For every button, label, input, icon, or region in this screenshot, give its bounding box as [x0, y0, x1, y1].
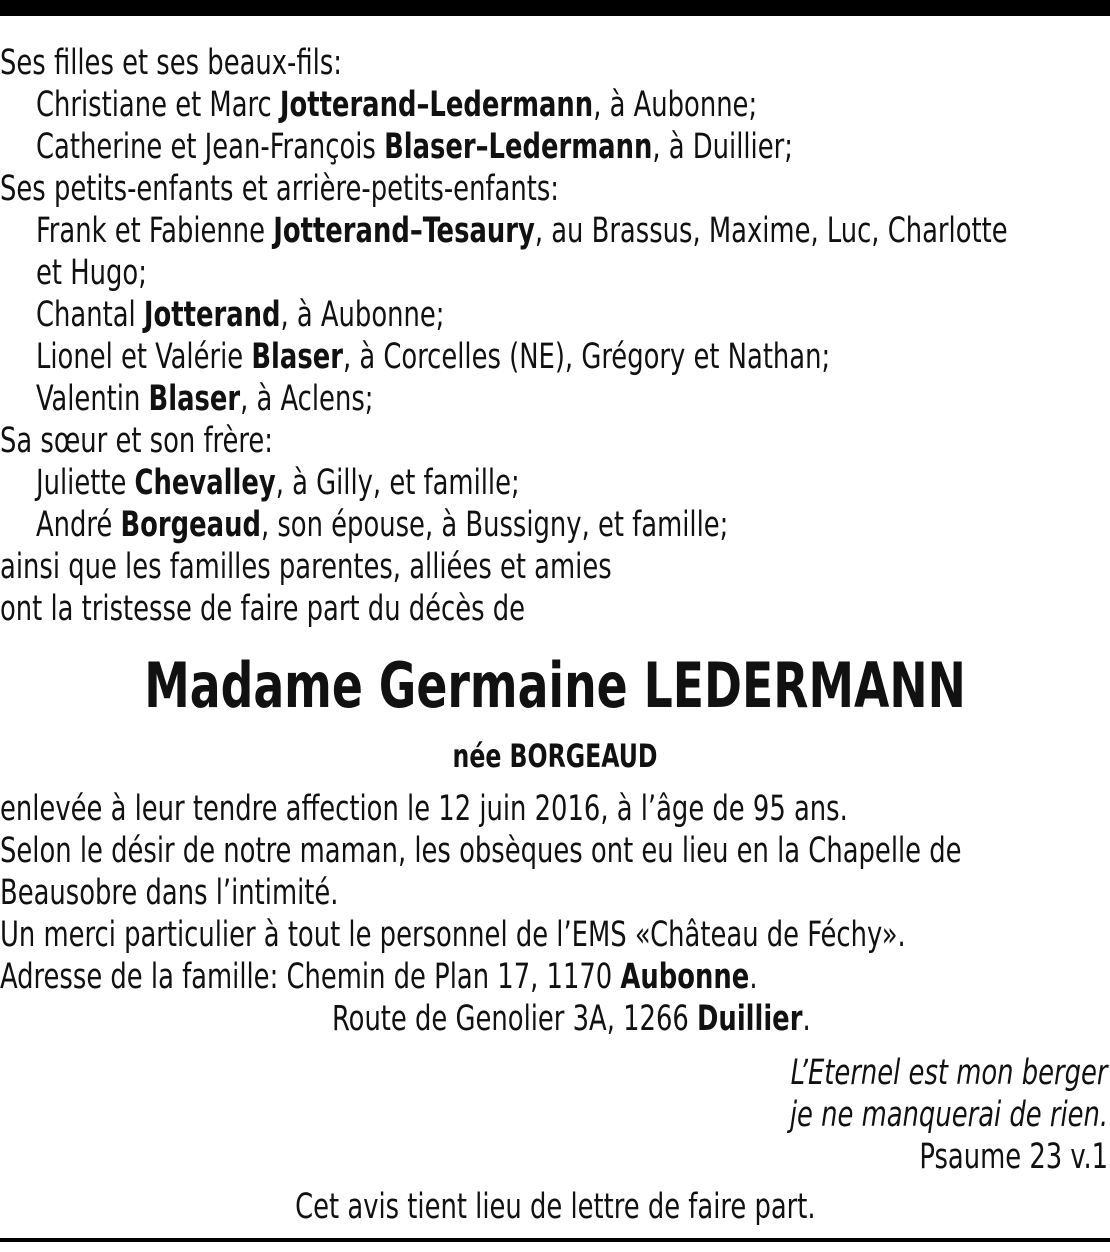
family-line-daughter2: Catherine et Jean-François Blaser–Ledermann, à Duillier;: [36, 127, 793, 167]
family-line-daughter1: Christiane et Marc Jotterand–Ledermann, à Aubonne;: [36, 85, 758, 125]
top-rule: [0, 0, 1110, 16]
verse-line-2: je ne manquerai de rien.: [789, 1095, 1108, 1135]
daughters-heading: Ses filles et ses beaux-fils:: [0, 43, 342, 83]
deceased-name: Madame Germaine LEDERMANN: [144, 649, 966, 722]
closing-line-1: ainsi que les familles parentes, alliées et amies: [0, 547, 612, 587]
body-line-1: enlevée à leur tendre affection le 12 juin 2016, à l’âge de 95 ans.: [0, 789, 848, 829]
address-line-2: Route de Genolier 3A, 1266 Duillier.: [332, 999, 811, 1039]
family-line-gc4: Valentin Blaser, à Aclens;: [36, 379, 374, 419]
surname: Blaser: [251, 337, 343, 377]
body-line-3: Beausobre dans l’intimité.: [0, 873, 339, 913]
siblings-heading: Sa sœur et son frère:: [0, 421, 274, 461]
family-line-gc3: Lionel et Valérie Blaser, à Corcelles (NE), Grégory et Nathan;: [36, 337, 831, 377]
city: Duillier: [696, 999, 803, 1039]
family-line-gc1-cont: et Hugo;: [36, 253, 147, 293]
family-line-gc1: Frank et Fabienne Jotterand–Tesaury, au Brassus, Maxime, Luc, Charlotte: [36, 211, 1008, 251]
address-line-1: Adresse de la famille: Chemin de Plan 17, 1170 Aubonne.: [0, 957, 758, 997]
surname: Jotterand–Tesaury: [273, 211, 535, 251]
surname: Borgeaud: [120, 505, 261, 545]
footer-notice: Cet avis tient lieu de lettre de faire part.: [294, 1187, 816, 1227]
verse-reference: Psaume 23 v.1: [919, 1137, 1108, 1177]
family-line-gc2: Chantal Jotterand, à Aubonne;: [36, 295, 445, 335]
grandchildren-heading: Ses petits-enfants et arrière-petits-enfants:: [0, 169, 559, 209]
surname: Chevalley: [134, 463, 276, 503]
closing-line-2: ont la tristesse de faire part du décès de: [0, 589, 526, 629]
body-line-4: Un merci particulier à tout le personnel de l’EMS «Château de Féchy».: [0, 915, 906, 955]
body-line-2: Selon le désir de notre maman, les obsèques ont eu lieu en la Chapelle de: [0, 831, 962, 871]
family-line-sib1: Juliette Chevalley, à Gilly, et famille;: [36, 463, 520, 503]
family-line-sib2: André Borgeaud, son épouse, à Bussigny, et famille;: [36, 505, 729, 545]
verse-line-1: L’Eternel est mon berger: [791, 1053, 1108, 1093]
bottom-rule: [0, 1238, 1110, 1242]
city: Aubonne: [620, 957, 750, 997]
surname: Jotterand–Ledermann: [279, 85, 594, 125]
surname: Blaser: [148, 379, 241, 419]
surname: Jotterand: [143, 295, 281, 335]
maiden-name: née BORGEAUD: [452, 737, 658, 775]
surname: Blaser–Ledermann: [384, 127, 653, 167]
